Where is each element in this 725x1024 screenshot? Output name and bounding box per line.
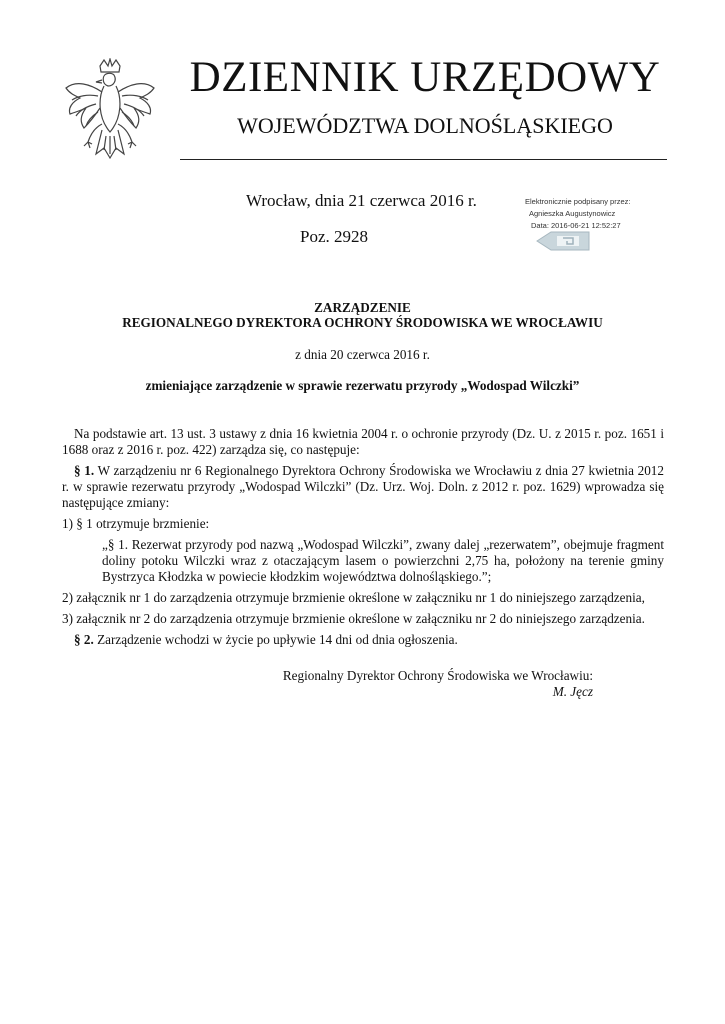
section-1 <box>62 463 664 511</box>
journal-title: DZIENNIK URZĘDOWY <box>189 54 661 101</box>
section-2-text: Zarządzenie wchodzi w życie po upływie 14 dni od dnia ogłoszenia. <box>93 632 458 647</box>
amendment-item-1: 1) § 1 otrzymuje brzmienie: <box>62 516 210 531</box>
preamble: Na podstawie art. 13 ust. 3 ustawy z dnia 16 kwietnia 2004 r. o ochronie przyrody (Dz. U. z 2015 r. poz. 1651 i 1688 oraz z 2016 r. poz. 422) zarządza się, co następuje: <box>62 426 664 457</box>
amendment-item-2: 2) załącznik nr 1 do zarządzenia otrzymuje brzmienie określone w załączniku nr 1 do niniejszego zarządzenia, <box>62 590 645 605</box>
decree-date: z dnia 20 czerwca 2016 r. <box>295 347 430 362</box>
electronic-signature <box>525 196 645 256</box>
amendment-quote: „§ 1. Rezerwat przyrody pod nazwą „Wodospad Wilczki”, zwany dalej „rezerwatem”, obejmuje fragment doliny potoku Wilczki wraz z otaczającym lasem o powierzchni 2,75 ha, położony na terenie gminy Bystrzyca Kłodzka w powiecie kłodzkim województwa dolnośląskiego.”; <box>102 537 664 584</box>
amendment-item-3: 3) załącznik nr 2 do zarządzenia otrzymuje brzmienie określone w załączniku nr 2 do niniejszego zarządzenia. <box>62 611 645 626</box>
signer-name: Agnieszka Augustynowicz <box>529 209 616 218</box>
signature-label: Elektronicznie podpisany przez: <box>525 197 631 206</box>
decree-heading <box>60 300 665 330</box>
header-divider <box>180 159 667 160</box>
section-2 <box>62 632 664 648</box>
section-1-label: § 1. <box>74 463 95 478</box>
signature-stamp-icon <box>533 230 593 252</box>
signoff-office: Regionalny Dyrektor Ochrony Środowiska we Wrocławiu: <box>282 668 593 683</box>
journal-subtitle: WOJEWÓDZTWA DOLNOŚLĄSKIEGO <box>237 113 613 138</box>
signature-date: Data: 2016-06-21 12:52:27 <box>531 221 621 230</box>
section-2-label: § 2. <box>74 632 94 647</box>
decree-subject: zmieniające zarządzenie w sprawie rezerwatu przyrody „Wodospad Wilczki” <box>145 378 580 393</box>
eagle-emblem-icon <box>62 58 158 168</box>
position-number: Poz. 2928 <box>300 227 368 246</box>
decree-type: ZARZĄDZENIE <box>314 300 411 315</box>
section-1-text: W zarządzeniu nr 6 Regionalnego Dyrektora Ochrony Środowiska we Wrocławiu z dnia 27 kwietnia 2012 r. w sprawie rezerwatu przyrody „Wodospad Wilczki” (Dz. Urz. Woj. Doln. z 2012 r. poz. 1629) wprowadza się następujące zmiany: <box>62 463 664 510</box>
decree-body <box>62 426 664 653</box>
signoff-name: M. Jęcz <box>552 684 593 699</box>
signoff <box>240 668 593 700</box>
decree-issuer: REGIONALNEGO DYREKTORA OCHRONY ŚRODOWISKA WE WROCŁAWIU <box>122 315 603 330</box>
publication-date: Wrocław, dnia 21 czerwca 2016 r. <box>246 191 477 210</box>
